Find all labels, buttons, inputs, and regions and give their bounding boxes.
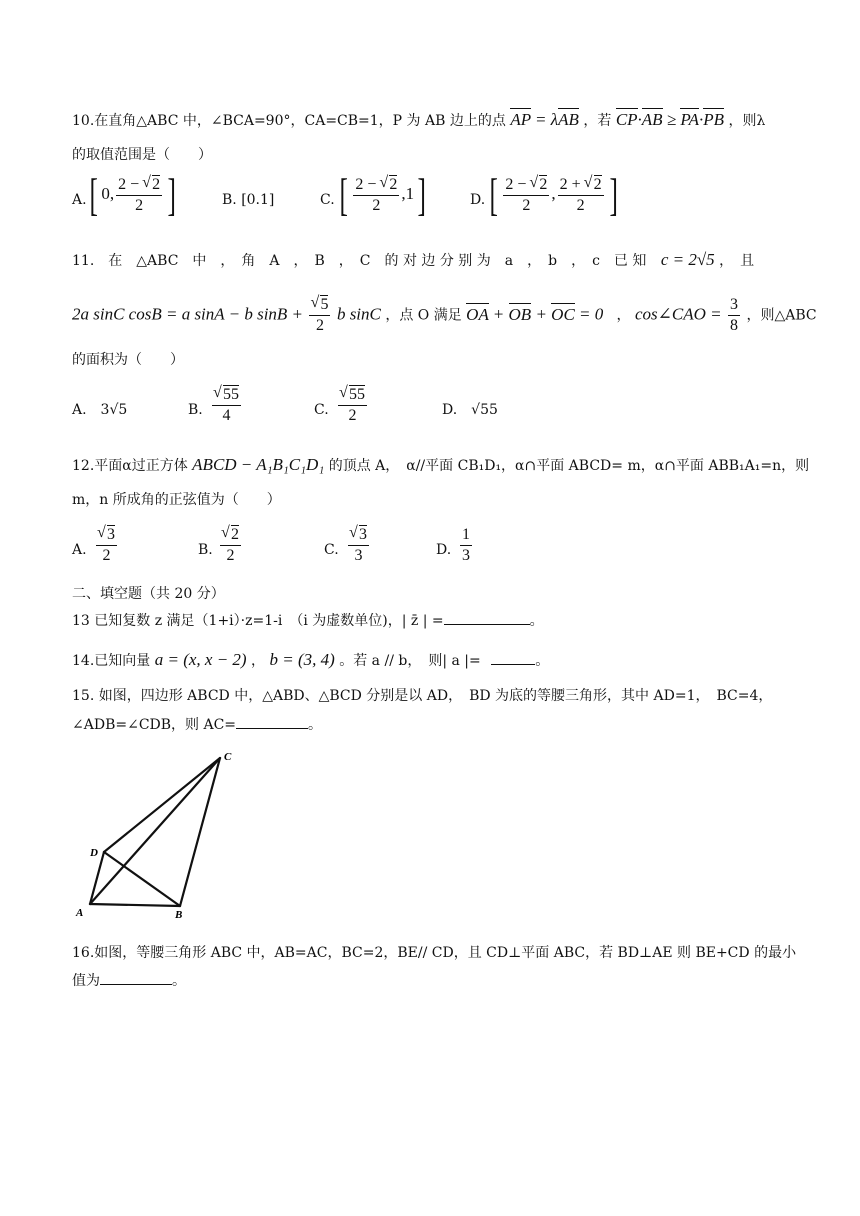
q14-vector-a: a = (x, x − 2) (154, 650, 247, 669)
q11-line2: 2a sinC cosB = a sinA − b sinB + √ $\frac{5}{2}$ b sinC ，点 O 满足 OA + OB + OC = 0⃗， cos∠CAO = $\frac{3}{8}$ ，则△ABC (72, 296, 817, 340)
q12-line2: m，n 所成角的正弦值为（ ） (72, 492, 281, 508)
q10-line1 (72, 110, 765, 131)
q10-line2: 的取值范围是（ ） (72, 147, 212, 163)
label-b: B (175, 909, 183, 918)
q11-vector-eq: OA + OB + OC = 0⃗ (466, 304, 617, 324)
q11-and: ， 且 (719, 253, 755, 269)
q14: 14.已知向量 a = (x, x − 2) ， b = (3, 4) 。若 a // b， 则| a |= 。 (72, 650, 550, 669)
q11-line1 (72, 250, 754, 271)
q16-line1: 16.如图，等腰三角形 ABC 中，AB=AC，BC=2，BE// CD，且 CD⊥平面 ABC，若 BD⊥AE 则 BE+CD 的最小 (72, 945, 797, 961)
q13-answer-blank[interactable] (444, 624, 530, 625)
label-a: A (76, 907, 84, 918)
q11-option-a: A. 3√5 (72, 402, 128, 418)
label-d: D (90, 847, 98, 859)
q12-line1 (72, 455, 809, 476)
q11-then: ，则△ABC (746, 307, 817, 324)
q13: 13 已知复数 z 满足（1+i）·z=1-i （i 为虚数单位)，| z̄ | = 。 (72, 613, 544, 629)
q10-stem-c: ，则λ (728, 113, 766, 129)
q13-stem: 13 已知复数 z 满足（1+i）·z=1-i （i 为虚数单位)，| z̄ | = (72, 613, 444, 629)
q12-option-a: A. (72, 542, 87, 558)
q11-line3: 的面积为（ ） (72, 352, 184, 368)
q14-stem-c: 。若 a // b， 则| a |= (339, 653, 481, 669)
q11-cos-label: cos∠CAO = (634, 304, 722, 324)
q12-option-d: D. (436, 542, 452, 558)
q10-option-a: A. (72, 192, 87, 208)
q10-expr-ap: AP = λAB (510, 110, 579, 129)
q15-line2: ∠ADB=∠CDB，则 AC= 。 (72, 717, 323, 733)
q14-answer-blank[interactable] (491, 664, 535, 665)
section-title: 二、填空题（共 20 分） (72, 586, 225, 602)
q16-answer-blank[interactable] (100, 984, 172, 985)
q10-stem-b: ，若 (583, 113, 612, 129)
q11-equation-right: b sinC (336, 304, 381, 324)
q15-line1: 15. 如图，四边形 ABCD 中，△ABD、△BCD 分别是以 AD， BD 为底的等腰三角形，其中 AD=1， BC=4， (72, 688, 773, 704)
q12-option-c: C. (324, 542, 339, 558)
q11-cos-num: 3 (728, 296, 740, 316)
q11-equation-left: 2a sinC cosB = a sinA − b sinB + (72, 304, 304, 324)
q11-option-b: B. (188, 402, 203, 418)
q10-option-d: D. (470, 192, 486, 208)
edge-ab (90, 904, 180, 906)
q11-c-value: c = 2√5 (660, 250, 715, 269)
q11-option-c: C. (314, 402, 329, 418)
q12-stem-a: 12.平面α过正方体 (72, 458, 188, 474)
q14-vector-b: b = (3, 4) (269, 650, 335, 669)
q12-option-b: B. (198, 542, 213, 558)
q15-figure (70, 746, 242, 918)
q15-answer-blank[interactable] (236, 728, 308, 729)
label-c: C (224, 751, 232, 763)
q11-stem: 11. 在 △ABC 中 ， 角 A ， B ， C 的 对 边 分 别 为 a ， b ， c 已 知 (72, 253, 647, 269)
q12-stem-b: 的顶点 A， α//平面 CB₁D₁，α∩平面 ABCD= m，α∩平面 ABB₁A₁=n，则 (328, 458, 810, 474)
q11-cos-den: 8 (730, 317, 739, 334)
q10-stem-a: 10.在直角△ABC 中，∠BCA=90°，CA=CB=1，P 为 AB 边上的点 (72, 113, 506, 129)
q11-point-o: ，点 O 满足 (385, 307, 462, 324)
q11-option-d: D. √55 (442, 402, 498, 418)
edge-dc (104, 758, 220, 852)
q16-line2: 值为 。 (72, 973, 186, 989)
q10-option-b: B. [0.1] (222, 192, 275, 208)
q10-expr-cp: CP·AB ≥ PA·PB (615, 110, 725, 129)
edge-db (104, 852, 180, 906)
q14-stem-a: 14.已知向量 (72, 653, 151, 669)
q12-cube: ABCD − A₁B₁C₁D₁ (192, 455, 325, 474)
q10-option-c: C. (320, 192, 335, 208)
